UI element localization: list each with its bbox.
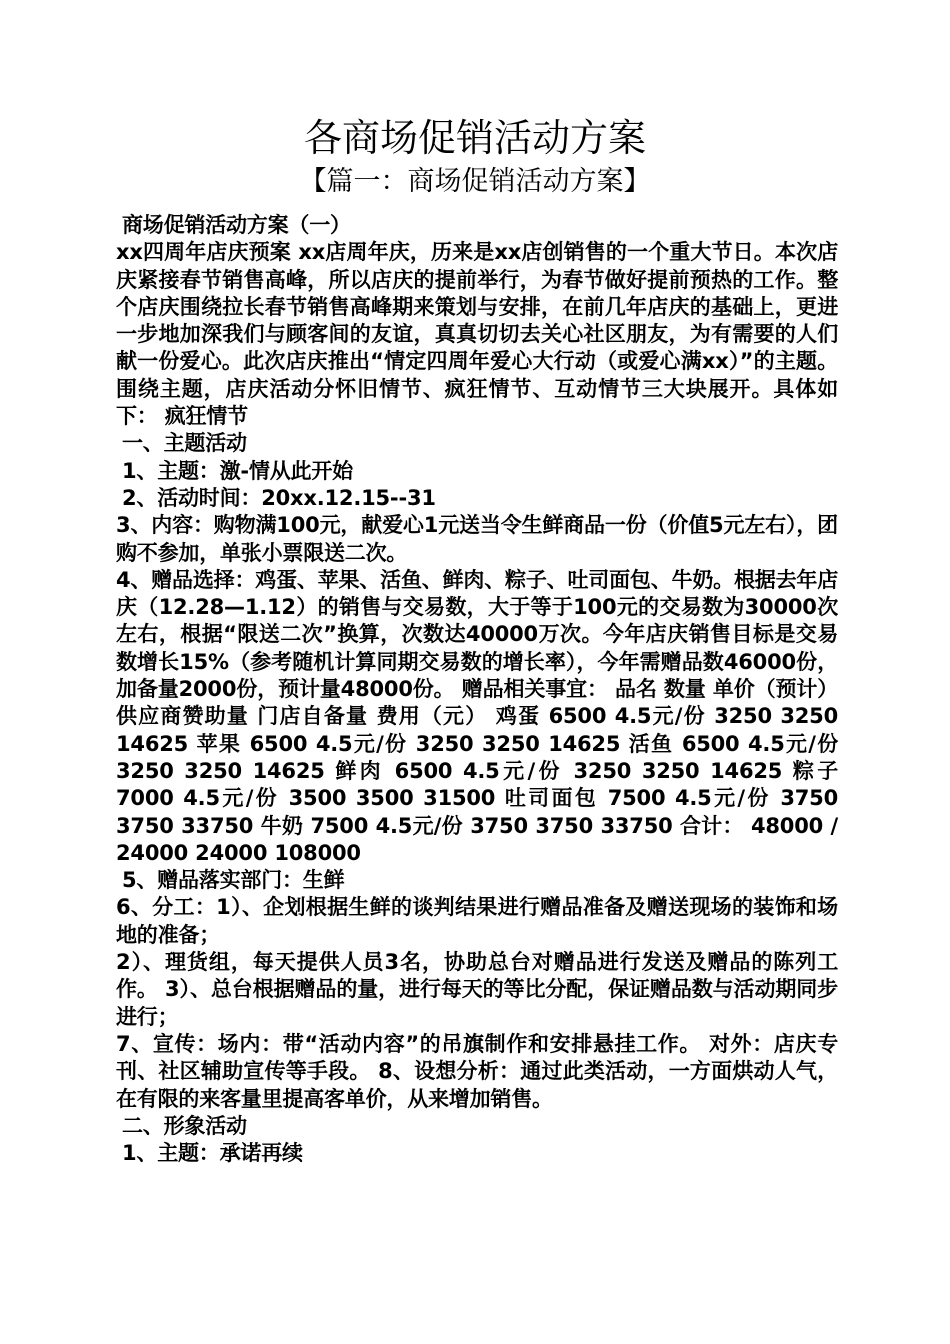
list-item: 2）、理货组，每天提供人员3名，协助总台对赠品进行发送及赠品的陈列工作。 3）、总台根据赠品的量，进行每天的等比分配，保证赠品数与活动期同步进行；	[116, 950, 838, 1029]
document-subtitle: 【篇一：商场促销活动方案】	[299, 166, 651, 197]
section-heading: 二、形象活动	[122, 1113, 247, 1138]
list-item: 1、主题：承诺再续	[122, 1141, 303, 1166]
list-item: 4、赠品选择：鸡蛋、苹果、活鱼、鲜肉、粽子、吐司面包、牛奶。根据去年店庆（12.28—1.12）的销售与交易数，大于等于100元的交易数为30000次左右，根据“限送二次”换算，次数达40000万次。今年店庆销售目标是交易数增长15%（参考随机计算同期交易数的增长率），今年需赠品数46000份，加备量2000份，预计量48000份。 赠品相关事宜： 品名 数量 单价（预计） 供应商赞助量 门店自备量 费用（元） 鸡蛋 6500 4.5元/份 3250 3250 14625 苹果 6500 4.5元/份 3250 3250 14625 活鱼 6500 4.5元/份 3250 3250 14625 鲜肉 6500 4.5元/份 3250 3250 14625 粽子 7000 4.5元/份 3500 3500 31500 吐司面包 7500 4.5元/份 3750 3750 33750 牛奶 7500 4.5元/份 3750 3750 33750 合计： 48000 / 24000 24000 108000	[116, 567, 838, 865]
list-item: 2、活动时间：20xx.12.15--31	[122, 485, 436, 510]
section-heading: 商场促销活动方案（一）	[122, 213, 351, 237]
list-item: 7、宣传：场内：带“活动内容”的吊旗制作和安排悬挂工作。 对外：店庆专刊、社区辅助宣传等手段。 8、设想分析：通过此类活动，一方面烘动人气，在有限的来客量里提高客单价，从来增加销售。	[116, 1031, 838, 1111]
section-heading: 一、主题活动	[122, 431, 247, 456]
document-title: 各商场促销活动方案	[303, 116, 646, 160]
list-item: 6、分工：1）、企划根据生鲜的谈判结果进行赠品准备及赠送现场的装饰和场地的准备；	[116, 895, 838, 947]
document-body	[116, 212, 838, 1167]
list-item: 1、主题：激-情从此开始	[122, 458, 353, 483]
list-item: 3、内容：购物满100元，献爱心1元送当令生鲜商品一份（价值5元左右），团购不参加，单张小票限送二次。	[116, 513, 838, 565]
list-item: 5、赠品落实部门：生鲜	[122, 868, 345, 893]
intro-paragraph: xx四周年店庆预案 xx店周年庆，历来是xx店创销售的一个重大节日。本次店庆紧接春节销售高峰，所以店庆的提前举行，为春节做好提前预热的工作。整个店庆围绕拉长春节销售高峰期来策划与安排，在前几年店庆的基础上，更进一步地加深我们与顾客间的友谊，真真切切去关心社区朋友，为有需要的人们献一份爱心。此次店庆推出“情定四周年爱心大行动（或爱心满xx）”的主题。围绕主题，店庆活动分怀旧情节、疯狂情节、互动情节三大块展开。具体如下： 疯狂情节	[116, 240, 838, 429]
